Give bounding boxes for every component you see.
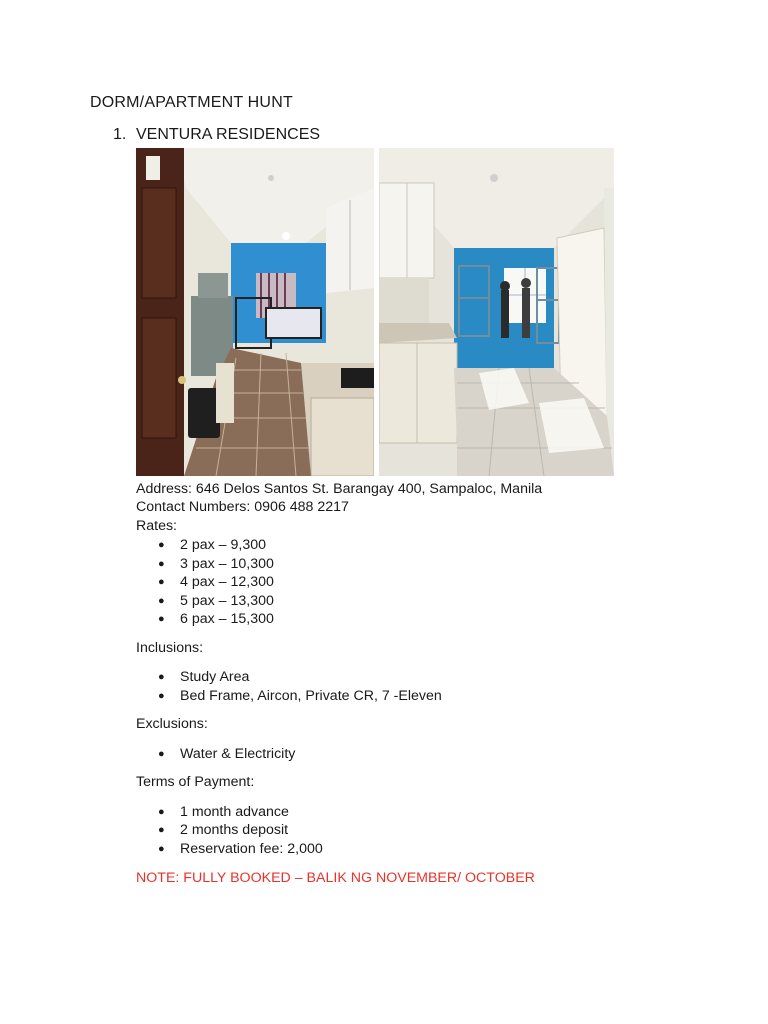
inclusions-label: Inclusions:	[136, 640, 204, 656]
document-heading: DORM/APARTMENT HUNT	[90, 94, 293, 111]
room-photo-empty-room	[379, 148, 614, 476]
bullet-icon: ●	[158, 805, 165, 818]
list-item: ● Bed Frame, Aircon, Private CR, 7 -Eleven	[158, 687, 442, 704]
list-item: ● 2 pax – 9,300	[158, 537, 266, 553]
list-item: ● 1 month advance	[158, 803, 289, 820]
listing-title	[113, 126, 320, 144]
rates-label: Rates:	[136, 518, 178, 534]
list-item: ● Water & Electricity	[158, 745, 296, 762]
terms-label: Terms of Payment:	[136, 774, 255, 790]
list-item: ● 6 pax – 15,300	[158, 611, 274, 627]
list-item: ● Study Area	[158, 669, 250, 685]
bullet-icon: ●	[158, 576, 165, 588]
bullet-icon: ●	[158, 824, 165, 836]
listing-photos	[136, 148, 614, 476]
listing-name: VENTURA RESIDENCES	[136, 126, 321, 143]
list-item: ● 4 pax – 12,300	[158, 574, 274, 590]
bullet-icon: ●	[158, 747, 165, 760]
exclusions-label: Exclusions:	[136, 716, 208, 732]
address-line: Address: 646 Delos Santos St. Barangay 400, Sampaloc, Manila	[136, 481, 543, 497]
list-item: ● 5 pax – 13,300	[158, 592, 274, 609]
room-photo-hallway	[136, 148, 374, 476]
list-number: 1.	[113, 126, 127, 143]
contact-line: Contact Numbers: 0906 488 2217	[136, 499, 349, 515]
bullet-icon: ●	[158, 689, 165, 702]
bullet-icon: ●	[158, 594, 165, 607]
list-item: ● Reservation fee: 2,000	[158, 840, 323, 857]
bullet-icon: ●	[158, 671, 165, 683]
list-item: ● 2 months deposit	[158, 822, 289, 838]
bullet-icon: ●	[158, 539, 165, 551]
list-item: ● 3 pax – 10,300	[158, 555, 274, 572]
bullet-icon: ●	[158, 842, 165, 855]
bullet-icon: ●	[158, 557, 165, 570]
availability-note: NOTE: FULLY BOOKED – BALIK NG NOVEMBER/ OCTOBER	[136, 870, 535, 886]
bullet-icon: ●	[158, 613, 165, 625]
